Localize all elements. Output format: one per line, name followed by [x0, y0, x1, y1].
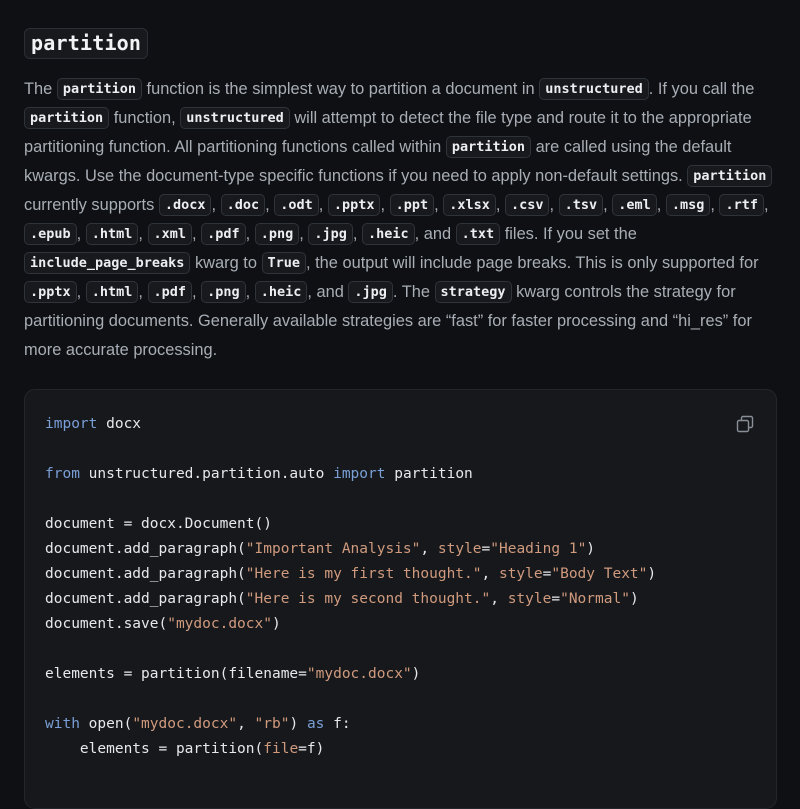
- inline-code-ext: .xlsx: [443, 194, 496, 216]
- list-separator: ,: [138, 225, 148, 243]
- code-line: [45, 587, 656, 612]
- prose-text: currently supports: [24, 196, 159, 214]
- prose-text: kwarg controls the strategy for partitioning documents. Generally available strategies are “fast” for faster processing and “hi_res” for more accurate processing.: [24, 283, 752, 359]
- code-text: document = docx.Document(): [45, 516, 272, 532]
- inline-code-ext: .pdf: [148, 281, 193, 303]
- list-separator: ,: [352, 225, 362, 243]
- code-line-blank: [45, 637, 656, 662]
- inline-code-ext: .heic: [362, 223, 415, 245]
- code-string: "Here is my first thought.": [245, 566, 482, 582]
- inline-code-ext: .heic: [255, 281, 308, 303]
- list-separator: ,: [76, 225, 86, 243]
- list-separator: ,: [656, 196, 666, 214]
- code-content[interactable]: [45, 412, 656, 762]
- inline-code-ext: .tsv: [559, 194, 604, 216]
- code-text: open(: [79, 716, 133, 732]
- code-text: =: [481, 541, 491, 557]
- list-separator: ,: [603, 196, 613, 214]
- inline-code-partition: partition: [24, 107, 109, 129]
- code-text: ,: [237, 716, 255, 732]
- prose-text: . If you call the: [648, 80, 755, 98]
- copy-icon[interactable]: [736, 415, 754, 433]
- code-text: partition: [385, 466, 473, 482]
- prose-text: , and: [414, 225, 456, 243]
- inline-code-ext: .eml: [612, 194, 657, 216]
- code-text: =f): [298, 741, 325, 757]
- code-line: [45, 412, 656, 437]
- prose-text: function is the simplest way to partition a document in: [141, 80, 540, 98]
- inline-code-ext: .docx: [159, 194, 212, 216]
- code-text: document.add_paragraph(: [45, 591, 246, 607]
- list-separator: ,: [710, 196, 720, 214]
- list-separator: ,: [763, 196, 769, 214]
- inline-code-partition: partition: [446, 136, 531, 158]
- section-heading: partition: [24, 28, 148, 59]
- doc-section: [0, 0, 800, 365]
- code-string: "Normal": [560, 591, 630, 607]
- inline-code-ext: .jpg: [308, 223, 353, 245]
- list-separator: ,: [245, 283, 255, 301]
- inline-code-include-page-breaks: include_page_breaks: [24, 252, 190, 274]
- inline-code-ext: .pptx: [328, 194, 381, 216]
- code-text: f:: [324, 716, 351, 732]
- inline-code-ext: .jpg: [348, 281, 393, 303]
- code-string: "rb": [254, 716, 290, 732]
- code-text: =: [551, 591, 561, 607]
- code-block[interactable]: [24, 389, 777, 809]
- code-keyword: import: [45, 416, 98, 432]
- code-text: ): [271, 616, 281, 632]
- page-break-extensions-list: [24, 283, 307, 301]
- code-line: [45, 512, 656, 537]
- code-text: =: [542, 566, 552, 582]
- code-line: [45, 612, 656, 637]
- inline-code-ext: .pdf: [201, 223, 246, 245]
- prose-text: files. If you set the: [500, 225, 637, 243]
- description-paragraph: [24, 75, 776, 365]
- inline-code-partition: partition: [57, 78, 142, 100]
- code-text: ,: [481, 566, 499, 582]
- code-text: ,: [420, 541, 438, 557]
- code-param: style: [498, 566, 543, 582]
- inline-code-ext: .doc: [221, 194, 266, 216]
- code-param: style: [437, 541, 482, 557]
- code-param: file: [263, 741, 299, 757]
- prose-text: . The: [392, 283, 435, 301]
- prose-text: , and: [307, 283, 349, 301]
- code-text: ): [586, 541, 596, 557]
- inline-code-ext: .xml: [148, 223, 193, 245]
- code-line: [45, 737, 656, 762]
- code-text: ,: [490, 591, 508, 607]
- code-text: ): [289, 716, 307, 732]
- list-separator: ,: [380, 196, 390, 214]
- list-separator: ,: [265, 196, 275, 214]
- prose-text: kwarg to: [190, 254, 262, 272]
- code-keyword: as: [306, 716, 325, 732]
- prose-text: , the output will include page breaks. This is only supported for: [306, 254, 759, 272]
- code-line: [45, 712, 656, 737]
- prose-text: function,: [109, 109, 181, 127]
- inline-code-ext: .msg: [666, 194, 711, 216]
- code-text: document.add_paragraph(: [45, 541, 246, 557]
- inline-code-unstructured: unstructured: [539, 78, 649, 100]
- inline-code-ext: .epub: [24, 223, 77, 245]
- list-separator: ,: [192, 225, 202, 243]
- code-text: unstructured.partition.auto: [79, 466, 334, 482]
- code-keyword: with: [45, 716, 80, 732]
- inline-code-true: True: [262, 252, 307, 274]
- inline-code-ext: .ppt: [390, 194, 435, 216]
- code-string: "mydoc.docx": [132, 716, 238, 732]
- list-separator: ,: [76, 283, 86, 301]
- list-separator: ,: [318, 196, 328, 214]
- code-text: ): [647, 566, 657, 582]
- code-text: document.save(: [45, 616, 168, 632]
- prose-text: will attempt to detect the file type and route it to the appropriate partitioning function. All partitioning functions called within: [24, 109, 752, 156]
- inline-code-ext: .png: [201, 281, 246, 303]
- inline-code-ext: .txt: [456, 223, 501, 245]
- code-string: "Body Text": [551, 566, 648, 582]
- code-line-blank: [45, 687, 656, 712]
- inline-code-strategy: strategy: [435, 281, 512, 303]
- list-separator: ,: [299, 225, 309, 243]
- prose-text: The: [24, 80, 57, 98]
- inline-code-ext: .png: [255, 223, 300, 245]
- inline-code-ext: .html: [86, 281, 139, 303]
- list-separator: ,: [211, 196, 221, 214]
- inline-code-ext: .html: [86, 223, 139, 245]
- code-text: document.add_paragraph(: [45, 566, 246, 582]
- code-string: "Important Analysis": [245, 541, 421, 557]
- code-keyword: import: [333, 466, 386, 482]
- code-line-blank: [45, 437, 656, 462]
- code-param: style: [507, 591, 552, 607]
- prose-text: are called using the default kwargs. Use the document-type specific functions if you need to apply non-default settings.: [24, 138, 732, 185]
- list-separator: ,: [495, 196, 505, 214]
- inline-code-ext: .csv: [505, 194, 550, 216]
- code-string: "Here is my second thought.": [245, 591, 491, 607]
- code-text: ): [629, 591, 639, 607]
- copy-icon-glyph: [736, 415, 754, 433]
- inline-code-ext: .rtf: [719, 194, 764, 216]
- inline-code-unstructured: unstructured: [180, 107, 290, 129]
- code-text: elements = partition(filename=: [45, 666, 307, 682]
- inline-code-partition: partition: [687, 165, 772, 187]
- code-line: [45, 562, 656, 587]
- code-text: elements = partition(: [45, 741, 264, 757]
- code-keyword: from: [45, 466, 80, 482]
- list-separator: ,: [549, 196, 559, 214]
- list-separator: ,: [245, 225, 255, 243]
- code-string: "Heading 1": [490, 541, 587, 557]
- inline-code-ext: .pptx: [24, 281, 77, 303]
- code-line-blank: [45, 487, 656, 512]
- code-line: [45, 662, 656, 687]
- code-text: docx: [97, 416, 142, 432]
- code-line: [45, 462, 656, 487]
- code-line: [45, 537, 656, 562]
- code-text: ): [411, 666, 421, 682]
- list-separator: ,: [434, 196, 444, 214]
- list-separator: ,: [138, 283, 148, 301]
- inline-code-ext: .odt: [274, 194, 319, 216]
- code-string: "mydoc.docx": [306, 666, 412, 682]
- list-separator: ,: [192, 283, 202, 301]
- code-string: "mydoc.docx": [167, 616, 272, 632]
